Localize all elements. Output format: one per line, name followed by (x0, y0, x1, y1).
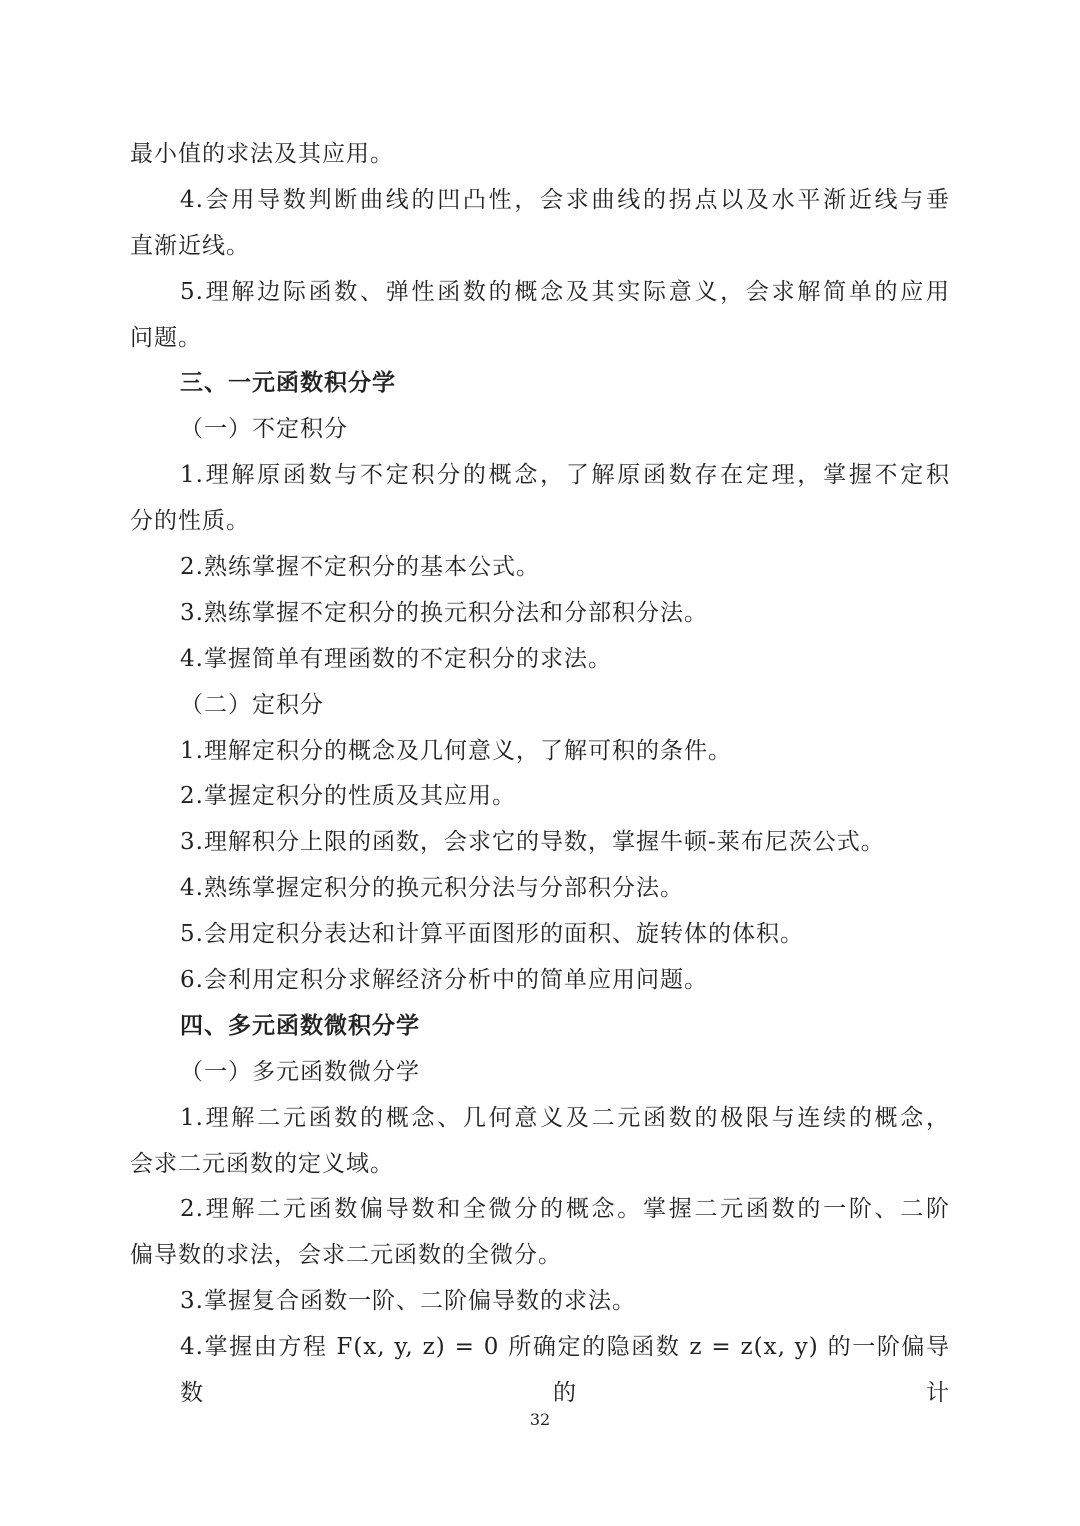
text-line: 1.理解原函数与不定积分的概念，了解原函数存在定理，掌握不定积 (180, 462, 950, 489)
text-line: 2.熟练掌握不定积分的基本公式。 (180, 554, 540, 581)
text-line: 问题。 (130, 324, 202, 351)
section-heading: 三、一元函数积分学 (180, 370, 396, 397)
text-line: 会求二元函数的定义域。 (130, 1150, 394, 1177)
text-line: 1.理解定积分的概念及几何意义，了解可积的条件。 (180, 737, 732, 764)
text-line: 偏导数的求法，会求二元函数的全微分。 (130, 1242, 562, 1269)
text-line: 2.理解二元函数偏导数和全微分的概念。掌握二元函数的一阶、二阶 (180, 1196, 950, 1223)
text-line: （一）多元函数微分学 (180, 1058, 420, 1085)
text-line: 2.掌握定积分的性质及其应用。 (180, 783, 516, 810)
text-line: 4.会用导数判断曲线的凹凸性，会求曲线的拐点以及水平渐近线与垂 (180, 186, 950, 213)
text-line: 3.理解积分上限的函数，会求它的导数，掌握牛顿-莱布尼茨公式。 (180, 829, 885, 856)
text-line: 4.熟练掌握定积分的换元积分法与分部积分法。 (180, 875, 684, 902)
text-line: 1.理解二元函数的概念、几何意义及二元函数的极限与连续的概念， (180, 1104, 950, 1131)
page-number: 32 (529, 1410, 551, 1429)
text-line: 5.会用定积分表达和计算平面图形的面积、旋转体的体积。 (180, 921, 804, 948)
text-line: 3.熟练掌握不定积分的换元积分法和分部积分法。 (180, 599, 708, 626)
text-line: 5.理解边际函数、弹性函数的概念及其实际意义，会求解简单的应用 (180, 278, 950, 305)
text-line: （一）不定积分 (180, 416, 348, 443)
text-line: 直渐近线。 (130, 232, 250, 259)
document-body (130, 132, 950, 1407)
text-line: 分的性质。 (130, 508, 250, 535)
section-heading: 四、多元函数微积分学 (180, 1012, 420, 1039)
text-line: 4.掌握由方程 F(x, y, z) = 0 所确定的隐函数 z = z(x, y) 的一阶偏导数的计 (180, 1334, 950, 1407)
text-line: 6.会利用定积分求解经济分析中的简单应用问题。 (180, 967, 708, 994)
text-line: 3.掌握复合函数一阶、二阶偏导数的求法。 (180, 1288, 636, 1315)
text-line: 4.掌握简单有理函数的不定积分的求法。 (180, 645, 612, 672)
text-line: 最小值的求法及其应用。 (130, 141, 394, 167)
text-line: （二）定积分 (180, 691, 324, 718)
